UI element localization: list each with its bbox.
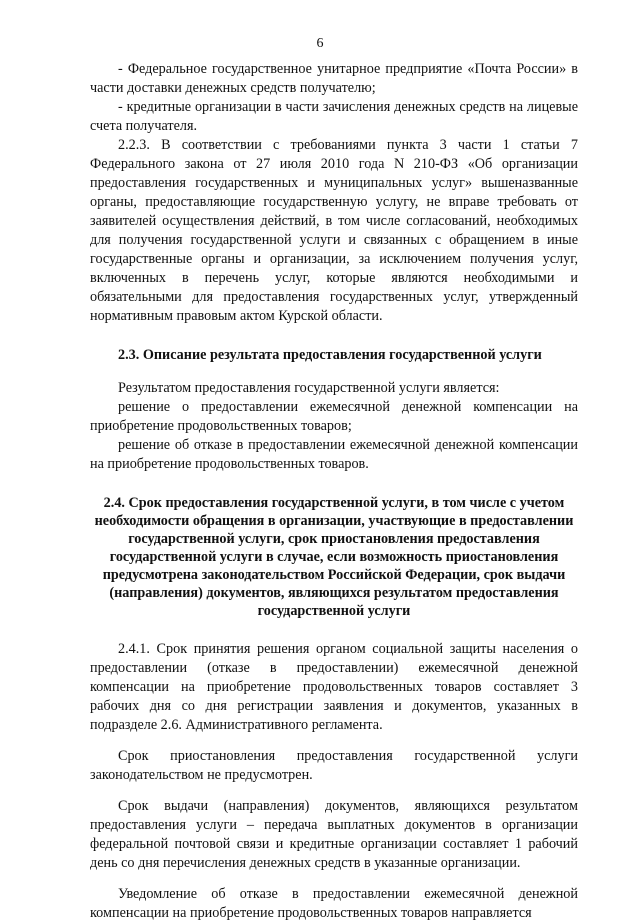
- page-number: 6: [316, 36, 324, 51]
- heading-2-3: 2.3. Описание результата предоставления государственной услуги: [118, 347, 542, 363]
- paragraph-result-refusal: решение об отказе в предоставлении ежемесячной денежной компенсации на приобретение продовольственных товаров.: [90, 437, 578, 472]
- paragraph-2-4-1: 2.4.1. Срок принятия решения органом социальной защиты населения о предоставлении (отказе в предоставлении) ежемесячной денежной компенсации на приобретение продовольственных товаров составляет 3 рабочих дня со дня регистрации заявления и документов, указанных в подразделе 2.6. Административного регламента.: [90, 641, 578, 733]
- paragraph-issue-term: Срок выдачи (направления) документов, являющихся результатом предоставления услуги – передача выплатных документов в организации федеральной почтовой связи и кредитные организации составляет 1 рабочий день со дня перечисления денежных средств в указанные организации.: [90, 798, 578, 871]
- paragraph-pochta: - Федеральное государственное унитарное предприятие «Почта России» в части доставки денежных средств получателю;: [90, 61, 578, 96]
- paragraph-result-intro: Результатом предоставления государственной услуги является:: [118, 380, 500, 396]
- paragraph-credit-orgs: - кредитные организации в части зачисления денежных средств на лицевые счета получателя.: [90, 99, 578, 134]
- paragraph-refusal-notice: Уведомление об отказе в предоставлении ежемесячной денежной компенсации на приобретение продовольственных товаров направляется: [90, 886, 578, 921]
- document-body: [90, 60, 578, 923]
- paragraph-suspension: Срок приостановления предоставления государственной услуги законодательством не предусмотрен.: [90, 748, 578, 783]
- heading-2-4: 2.4. Срок предоставления государственной услуги, в том числе с учетом необходимости обращения в организации, участвующие в предоставлении государственной услуги, срок приостановления предоставления государственной услуги в случае, если возможность приостановления предусмотрена законодательством Российской Федерации, срок выдачи (направления) документов, являющихся результатом предоставления государственной услуги: [94, 495, 574, 619]
- paragraph-result-grant: решение о предоставлении ежемесячной денежной компенсации на приобретение продовольственных товаров;: [90, 399, 578, 434]
- paragraph-2-2-3: 2.2.3. В соответствии с требованиями пункта 3 части 1 статьи 7 Федерального закона от 27 июля 2010 года N 210-ФЗ «Об организации предоставления государственных и муниципальных услуг» вышеназванные органы, предоставляющие государственную услугу, не вправе требовать от заявителей осуществления действий, в том числе согласований, необходимых для получения государственной услуги и связанных с обращением в иные государственные органы и организации, за исключением получения услуг, включенных в перечень услуг, которые являются необходимыми и обязательными для предоставления государственных услуг, утвержденный нормативным правовым актом Курской области.: [90, 137, 578, 324]
